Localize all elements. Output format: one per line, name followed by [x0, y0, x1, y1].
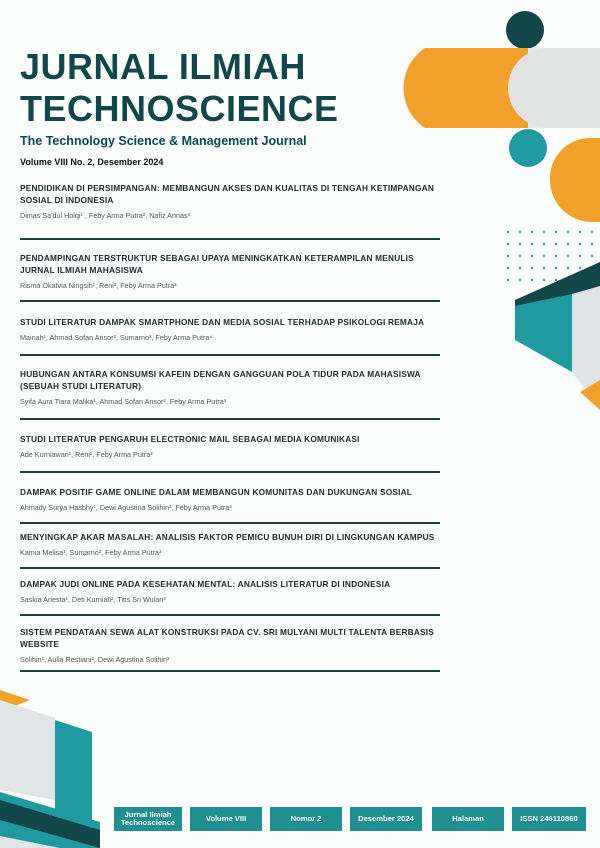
footer-badge-journal: Jurnal Ilmiah Technoscience [114, 807, 182, 831]
footer-badge-volume: Volume VIII [190, 807, 262, 831]
journal-subtitle: The Technology Science & Management Journal [20, 134, 307, 148]
article-divider [20, 670, 440, 672]
article-authors: Mainah¹, Ahmad Sofan Ansor², Sumarno³, Feby Arma Putra⁴ [20, 333, 213, 342]
article-title: STUDI LITERATUR DAMPAK SMARTPHONE DAN MEDIA SOSIAL TERHADAP PSIKOLOGI REMAJA [20, 317, 425, 327]
article-title: HUBUNGAN ANTARA KONSUMSI KAFEIN DENGAN GANGGUAN POLA TIDUR PADA MAHASISWA (SEBUAH STUDI LITERATUR) [20, 369, 421, 391]
decor-grey-pill [508, 48, 600, 128]
article-divider [20, 418, 440, 420]
article-item [20, 531, 440, 558]
decor-ribbon-teal [515, 294, 572, 372]
article-divider [20, 300, 440, 302]
article-authors: Ade Kurniawan¹, Reni², Feby Arma Putra³ [20, 450, 153, 459]
decor-bl-teal-side [55, 720, 92, 828]
article-authors: Saskia Ariesta¹, Deti Kurniati², Titis Sri Wulan³ [20, 595, 166, 604]
article-divider [20, 238, 440, 240]
decor-circle-teal-top [506, 11, 544, 49]
footer-badge-pages: Halaman [432, 807, 504, 831]
footer-badges [114, 807, 594, 831]
footer-badge-number: Nomor 2 [270, 807, 342, 831]
footer-badge-date: Desember 2024 [350, 807, 422, 831]
article-authors: Kamia Melisa¹, Sumarno², Feby Arma Putra³ [20, 548, 162, 557]
journal-title-line1: JURNAL ILMIAH [20, 46, 306, 87]
article-authors: Risma Okatvia Ningsih¹, Reni², Feby Arma Putra³ [20, 281, 177, 290]
footer-badge-issn: ISSN 246110860 [512, 807, 586, 831]
article-authors: Syifa Aura Tiara Malika¹, Ahmad Sofan Ansor², Feby Arma Putra³ [20, 397, 227, 406]
article-title: PENDIDIKAN DI PERSIMPANGAN: MEMBANGUN AKSES DAN KUALITAS DI TENGAH KETIMPANGAN SOSIAL DI INDONESIA [20, 183, 435, 205]
article-item [20, 433, 440, 460]
article-title: STUDI LITERATUR PENGARUH ELECTRONIC MAIL SEBAGAI MEDIA KOMUNIKASI [20, 434, 360, 444]
article-divider [20, 522, 440, 524]
decor-orange-right-dome2 [550, 138, 600, 222]
article-title: DAMPAK JUDI ONLINE PADA KESEHATAN MENTAL: ANALISIS LITERATUR DI INDONESIA [20, 579, 391, 589]
article-item [20, 486, 440, 513]
article-title: PENDAMPINGAN TERSTRUKTUR SEBAGAI UPAYA MENINGKATKAN KETERAMPILAN MENULIS JURNAL ILMIAH MAHASISWA [20, 253, 414, 275]
article-authors: Ahmady Surya Hasbhy¹, Dewi Agustina Solihin², Feby Arma Putra³ [20, 503, 232, 512]
article-divider [20, 354, 440, 356]
volume-info: Volume VIII No. 2, Desember 2024 [20, 157, 164, 167]
journal-title [20, 46, 339, 130]
article-divider [20, 567, 440, 569]
article-title: MENYINGKAP AKAR MASALAH: ANALISIS FAKTOR PEMICU BUNUH DIRI DI LINGKUNGAN KAMPUS [20, 532, 435, 542]
journal-title-line2: TECHNOSCIENCE [20, 88, 339, 129]
article-item [20, 578, 440, 605]
decor-circle-teal-mid [509, 129, 547, 167]
article-authors: Solihin¹, Aulia Restiani², Dewi Agustina Solihin³ [20, 655, 170, 664]
decor-bl-grey [0, 700, 55, 800]
article-divider [20, 614, 440, 616]
article-item [20, 368, 440, 407]
article-title: DAMPAK POSITIF GAME ONLINE DALAM MEMBANGUN KOMUNITAS DAN DUKUNGAN SOSIAL [20, 487, 413, 497]
article-item [20, 182, 440, 221]
article-divider [20, 471, 440, 473]
article-item [20, 626, 440, 665]
article-item [20, 252, 440, 291]
article-item [20, 316, 440, 343]
article-authors: Dimas Sa'dul Holqi¹ , Feby Arma Putra², Nafiz Annas³ [20, 211, 190, 220]
article-title: SISTEM PENDATAAN SEWA ALAT KONSTRUKSI PADA CV. SRI MULYANI MULTI TALENTA BERBASIS WEBSITE [20, 627, 435, 649]
